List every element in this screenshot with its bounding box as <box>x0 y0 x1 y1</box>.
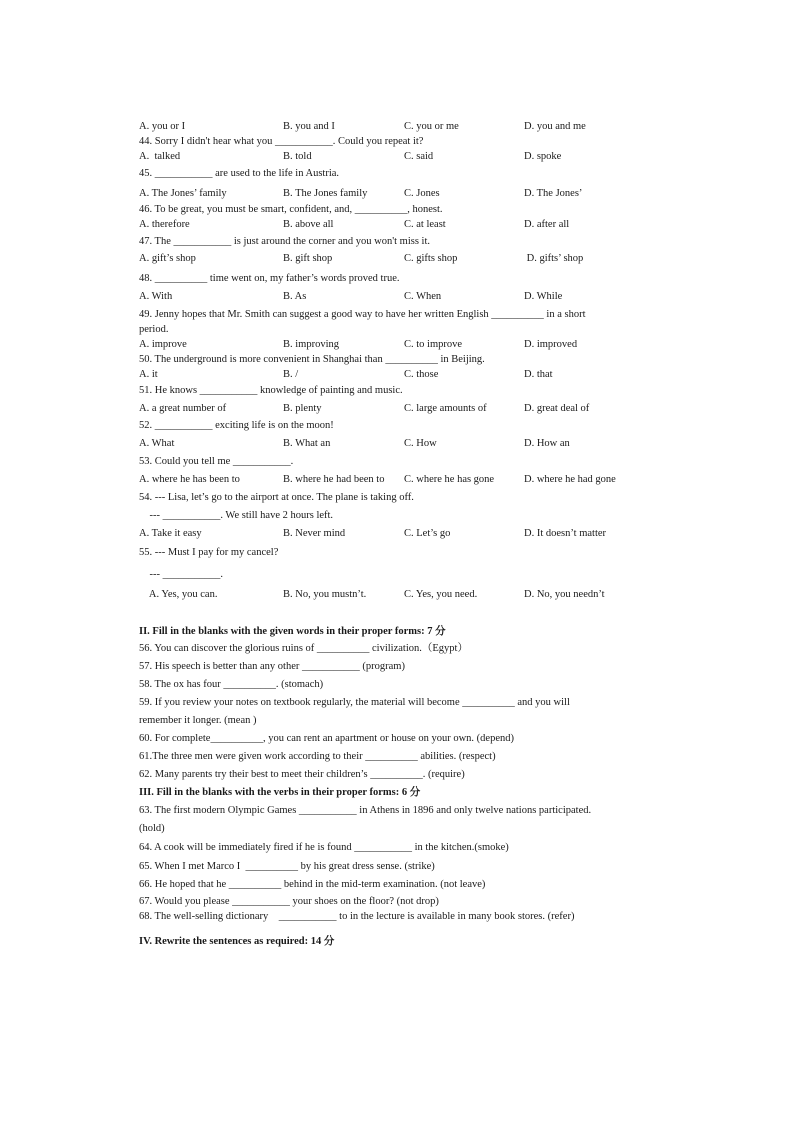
answer-option: D. where he had gone <box>524 474 616 485</box>
answer-option: B. told <box>283 151 312 162</box>
answer-option: C. at least <box>404 219 446 230</box>
question-text: 45. ___________ are used to the life in Austria. <box>139 168 340 179</box>
answer-option: B. Never mind <box>283 528 346 539</box>
answer-option: C. where he has gone <box>404 474 495 485</box>
question-text: period. <box>139 324 169 335</box>
answer-option: D. after all <box>524 219 570 230</box>
answer-option: A. talked <box>139 151 181 162</box>
answer-option: C. Yes, you need. <box>404 589 478 600</box>
question-text: 54. --- Lisa, let’s go to the airport at once. The plane is taking off. <box>139 492 414 503</box>
answer-option: D. spoke <box>524 151 562 162</box>
question-text: 59. If you review your notes on textbook regularly, the material will become __________ and you will <box>139 697 570 708</box>
answer-option: C. gifts shop <box>404 253 458 264</box>
answer-option: B. What an <box>283 438 331 449</box>
answer-option: A. With <box>139 291 173 302</box>
answer-option: D. great deal of <box>524 403 590 414</box>
answer-option: C. Jones <box>404 188 440 199</box>
question-text: 62. Many parents try their best to meet their children’s __________. (require) <box>139 769 465 780</box>
question-text: 56. You can discover the glorious ruins of __________ civilization.（Egypt） <box>139 643 468 654</box>
answer-option: A. Take it easy <box>139 528 202 539</box>
answer-option: A. where he has been to <box>139 474 240 485</box>
answer-option: B. you and I <box>283 121 335 132</box>
answer-option: D. you and me <box>524 121 586 132</box>
answer-option: D. While <box>524 291 563 302</box>
question-text: --- ___________. We still have 2 hours left. <box>139 510 334 521</box>
question-text: 53. Could you tell me ___________. <box>139 456 294 467</box>
answer-option: A. a great number of <box>139 403 227 414</box>
question-text: --- ___________. <box>139 569 223 580</box>
answer-option: A. therefore <box>139 219 190 230</box>
question-text: 46. To be great, you must be smart, confident, and, __________, honest. <box>139 204 443 215</box>
answer-option: B. where he had been to <box>283 474 385 485</box>
question-text: 52. ___________ exciting life is on the moon! <box>139 420 334 431</box>
question-text: 57. His speech is better than any other ___________ (program) <box>139 661 405 672</box>
answer-option: D. gifts’ shop <box>524 253 584 264</box>
question-text: 48. __________ time went on, my father’s words proved true. <box>139 273 400 284</box>
answer-option: B. / <box>283 369 299 380</box>
question-text: 65. When I met Marco I __________ by his great dress sense. (strike) <box>139 861 435 872</box>
answer-option: C. you or me <box>404 121 459 132</box>
question-text: 61.The three men were given work according to their __________ abilities. (respect) <box>139 751 496 762</box>
question-text: (hold) <box>139 823 165 834</box>
answer-option: A. Yes, you can. <box>139 589 218 600</box>
answer-option: B. As <box>283 291 307 302</box>
question-text: 60. For complete__________, you can rent an apartment or house on your own. (depend) <box>139 733 514 744</box>
answer-option: C. large amounts of <box>404 403 487 414</box>
answer-option: D. It doesn’t matter <box>524 528 607 539</box>
section-heading: IV. Rewrite the sentences as required: 14 分 <box>139 936 335 947</box>
question-text: 55. --- Must I pay for my cancel? <box>139 547 279 558</box>
answer-option: A. What <box>139 438 175 449</box>
answer-option: C. When <box>404 291 442 302</box>
question-text: 47. The ___________ is just around the corner and you won't miss it. <box>139 236 431 247</box>
section-heading: III. Fill in the blanks with the verbs in their proper forms: 6 分 <box>139 787 421 798</box>
answer-option: B. The Jones family <box>283 188 368 199</box>
answer-option: A. you or I <box>139 121 186 132</box>
answer-option: B. improving <box>283 339 340 350</box>
question-text: 49. Jenny hopes that Mr. Smith can suggest a good way to have her written English __________ in a short <box>139 309 586 320</box>
answer-option: C. Let’s go <box>404 528 451 539</box>
question-text: 50. The underground is more convenient in Shanghai than __________ in Beijing. <box>139 354 485 365</box>
question-text: remember it longer. (mean ) <box>139 715 257 726</box>
question-text: 64. A cook will be immediately fired if he is found ___________ in the kitchen.(smoke) <box>139 842 509 853</box>
answer-option: A. improve <box>139 339 187 350</box>
question-text: 68. The well-selling dictionary ___________ to in the lecture is available in many book stores. (refer) <box>139 911 575 922</box>
answer-option: C. said <box>404 151 434 162</box>
answer-option: A. The Jones’ family <box>139 188 227 199</box>
question-text: 44. Sorry I didn't hear what you ___________. Could you repeat it? <box>139 136 424 147</box>
answer-option: B. above all <box>283 219 334 230</box>
answer-option: C. How <box>404 438 437 449</box>
answer-option: D. The Jones’ <box>524 188 583 199</box>
answer-option: D. No, you needn’t <box>524 589 605 600</box>
answer-option: D. that <box>524 369 553 380</box>
question-text: 67. Would you please ___________ your shoes on the floor? (not drop) <box>139 896 439 907</box>
answer-option: D. How an <box>524 438 570 449</box>
question-text: 63. The first modern Olympic Games ___________ in Athens in 1896 and only twelve nations participated. <box>139 805 592 816</box>
question-text: 51. He knows ___________ knowledge of painting and music. <box>139 385 403 396</box>
answer-option: D. improved <box>524 339 578 350</box>
answer-option: C. those <box>404 369 439 380</box>
answer-option: B. plenty <box>283 403 322 414</box>
answer-option: B. No, you mustn’t. <box>283 589 367 600</box>
question-text: 58. The ox has four __________. (stomach) <box>139 679 324 690</box>
answer-option: A. it <box>139 369 158 380</box>
answer-option: A. gift’s shop <box>139 253 196 264</box>
question-text: 66. He hoped that he __________ behind in the mid-term examination. (not leave) <box>139 879 486 890</box>
answer-option: B. gift shop <box>283 253 333 264</box>
answer-option: C. to improve <box>404 339 463 350</box>
section-heading: II. Fill in the blanks with the given words in their proper forms: 7 分 <box>139 626 446 637</box>
